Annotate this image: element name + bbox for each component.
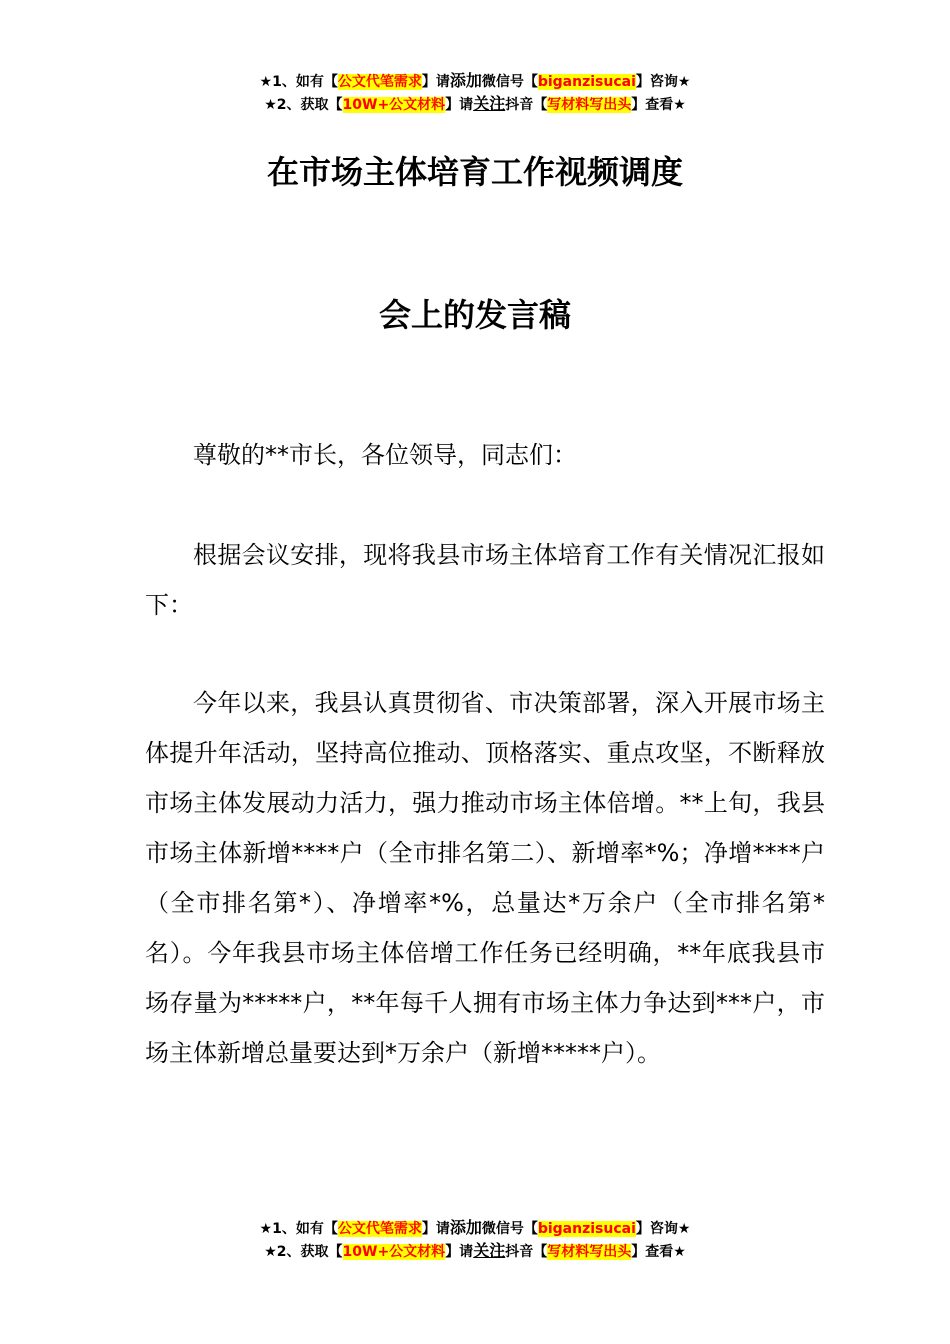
banner-text: 】请 bbox=[421, 1221, 450, 1237]
banner-text: ★1、如有【 bbox=[259, 74, 338, 90]
banner-line-1 bbox=[0, 70, 950, 93]
emphasis-follow: 关注 bbox=[473, 94, 506, 113]
banner-text: 】查看★ bbox=[631, 97, 686, 113]
highlight-douyin-id: 写材料写出头 bbox=[547, 1244, 632, 1260]
body-paragraph: 今年以来，我县认真贯彻省、市决策部署，深入开展市场主体提升年活动，坚持高位推动、顶格落实、重点攻坚，不断释放市场主体发展动力活力，强力推动市场主体倍增。**上旬，我县市场主体新增****户（全市排名第二）、新增率*%；净增****户（全市排名第*）、净增率*%，总量达*万余户（全市排名第*名）。今年我县市场主体倍增工作任务已经明确，**年底我县市场存量为*****户，**年每千人拥有市场主体力争达到***户，市场主体新增总量要达到*万余户（新增*****户）。 bbox=[145, 689, 825, 1067]
document-title-line-1: 在市场主体培育工作视频调度 bbox=[266, 153, 683, 191]
salutation-paragraph: 尊敬的**市长，各位领导，同志们： bbox=[193, 441, 577, 469]
highlight-service: 公文代笔需求 bbox=[337, 74, 422, 90]
banner-line-2 bbox=[0, 1240, 950, 1263]
banner-text: 微信号【 bbox=[481, 1221, 538, 1237]
banner-text: 】查看★ bbox=[631, 1244, 686, 1260]
banner-text: 微信号【 bbox=[481, 74, 538, 90]
banner-text: 抖音【 bbox=[505, 97, 548, 113]
banner-text: 抖音【 bbox=[505, 1244, 548, 1260]
banner-text: 】请 bbox=[421, 74, 450, 90]
highlight-service: 公文代笔需求 bbox=[337, 1221, 422, 1237]
banner-text: ★1、如有【 bbox=[259, 1221, 338, 1237]
emphasis-add: 添加 bbox=[449, 1218, 482, 1237]
banner-line-2 bbox=[0, 93, 950, 116]
banner-text: 】咨询★ bbox=[635, 1221, 691, 1237]
banner-text: ★2、获取【 bbox=[264, 1244, 343, 1260]
highlight-materials: 10W+公文材料 bbox=[342, 97, 446, 113]
emphasis-follow: 关注 bbox=[473, 1241, 506, 1260]
banner-text: 】请 bbox=[445, 1244, 474, 1260]
banner-text: 】咨询★ bbox=[635, 74, 691, 90]
footer-banner bbox=[0, 1217, 950, 1263]
banner-text: ★2、获取【 bbox=[264, 97, 343, 113]
document-title-line-2: 会上的发言稿 bbox=[378, 296, 571, 334]
highlight-douyin-id: 写材料写出头 bbox=[547, 97, 632, 113]
highlight-wechat-id: biganzisucai bbox=[537, 74, 636, 90]
intro-paragraph: 根据会议安排，现将我县市场主体培育工作有关情况汇报如下： bbox=[145, 541, 825, 619]
highlight-wechat-id: biganzisucai bbox=[537, 1221, 636, 1237]
emphasis-add: 添加 bbox=[449, 71, 482, 90]
banner-line-1 bbox=[0, 1217, 950, 1240]
banner-text: 】请 bbox=[445, 97, 474, 113]
header-banner bbox=[0, 70, 950, 116]
highlight-materials: 10W+公文材料 bbox=[342, 1244, 446, 1260]
